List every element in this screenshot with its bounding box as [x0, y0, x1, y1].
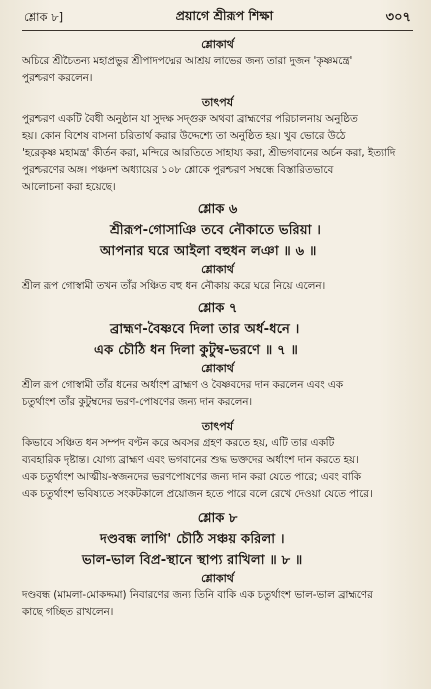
- purport-line: ব্যবহারিক দৃষ্টান্ত। যোগ্য ব্রাহ্মণ এবং ভগবানের শুদ্ধ ভক্তদের অর্ধাংশ দান করতে হয়।: [22, 454, 359, 466]
- running-header: [22, 6, 413, 31]
- page-number: ৩০৭: [385, 9, 411, 25]
- translation-heading: শ্লোকার্থ: [201, 362, 234, 375]
- verse-line: দণ্ডবন্ধ লাগি' চৌঠি সঞ্চয় করিলা ।: [100, 532, 285, 547]
- verse-line: ব্রাহ্মণ-বৈষ্ণবে দিলা তার অর্ধ-ধনে ।: [110, 322, 300, 337]
- purport-line: এক চতুর্থাংশ আত্মীয়-স্বজনদের ভরণপোষণের জন্য দান করা যেতে পারে; এবং বাকি: [22, 471, 361, 483]
- verse-number-heading: শ্লোক ৭: [197, 301, 238, 316]
- purport-line: 'হরেকৃষ্ণ মহামন্ত্র' কীর্তন করা, মন্দিরে আরতিতে সাহায্য করা, শ্রীভগবানের অর্চন করা, ইত্যাদি: [22, 147, 396, 159]
- verse-line: আপনার ঘরে আইলা বহুধন লঞা ॥ ৬ ॥: [100, 244, 317, 259]
- verse-line: এক চৌঠি ধন দিলা কুটুম্ব-ভরণে ॥ ৭ ॥: [94, 343, 299, 358]
- translation-line: দণ্ডবন্ধ (মামলা-মোকদ্দমা) নিবারণের জন্য তিনি বাকি এক চতুর্থাংশ ভাল-ভাল ব্রাহ্মণের: [22, 589, 373, 601]
- header-chapter-title: প্রয়াগে শ্রীরূপ শিক্ষা: [175, 8, 274, 23]
- verse-line: ভাল-ভাল বিপ্র-স্থানে স্থাপ্য রাখিলা ॥ ৮ ॥: [82, 553, 303, 568]
- purport-line: কিভাবে সঞ্চিত ধন সম্পদ বণ্টন করে অবসর গ্রহণ করতে হয়, এটি তার একটি: [22, 437, 335, 449]
- purport-heading: তাৎপর্য: [201, 96, 234, 109]
- verse-line: শ্রীরূপ-গোসাঞি তবে নৌকাতে ভরিয়া ।: [110, 223, 322, 238]
- purport-line: পুরশ্চরণ একটি বৈধী অনুষ্ঠান যা সুদক্ষ সদ্গুরু অথবা ব্রাহ্মণের পরিচালনায় অনুষ্ঠিত: [22, 113, 358, 125]
- translation-line: শ্রীল রূপ গোস্বামী তখন তাঁর সঞ্চিত বহু ধন নৌকায় করে ঘরে নিয়ে এলেন।: [22, 280, 326, 292]
- translation-line: শ্রীল রূপ গোস্বামী তাঁর ধনের অর্ধাংশ ব্রাহ্মণ ও বৈষ্ণবদের দান করলেন এবং এক: [22, 379, 343, 391]
- translation-line: অচিরে শ্রীচৈতন্য মহাপ্রভুর শ্রীপাদপদ্মের আশ্রয় লাভের জন্য তারা দুজন 'কৃষ্ণমন্ত্রে': [22, 55, 353, 67]
- translation-line: কাছে গচ্ছিত রাখলেন।: [22, 606, 114, 618]
- purport-heading: তাৎপর্য: [201, 420, 234, 433]
- translation-line: পুরশ্চরণ করলেন।: [22, 72, 93, 84]
- verse-number-heading: শ্লোক ৮: [197, 511, 238, 526]
- translation-heading: শ্লোকার্থ: [201, 263, 234, 276]
- translation-heading: শ্লোকার্থ: [201, 572, 234, 585]
- translation-line: চতুর্থাংশ তাঁর কুটুম্বদের ভরণ-পোষণের জন্য দান করলেন।: [22, 396, 253, 408]
- purport-line: পুরশ্চরণের অঙ্গ। পঞ্চদশ অধ্যায়ের ১০৮ শ্লোকে পুরশ্চরণ সম্বন্ধে বিস্তারিতভাবে: [22, 164, 334, 176]
- purport-line: এক চতুর্থাংশ ভবিষ্যতে সংকটকালে প্রয়োজন হতে পারে বলে রেখে দেওয়া যেতে পারে।: [22, 488, 373, 500]
- purport-line: আলোচনা করা হয়েছে।: [22, 181, 116, 193]
- header-verse-ref: শ্লোক ৮]: [24, 9, 64, 24]
- purport-line: হয়। কোন বিশেষ বাসনা চরিতার্থ করার উদ্দেশ্যে তা অনুষ্ঠিত হয়। খুব ভোরে উঠে: [22, 130, 346, 142]
- verse-number-heading: শ্লোক ৬: [197, 202, 238, 217]
- translation-heading: শ্লোকার্থ: [201, 38, 234, 51]
